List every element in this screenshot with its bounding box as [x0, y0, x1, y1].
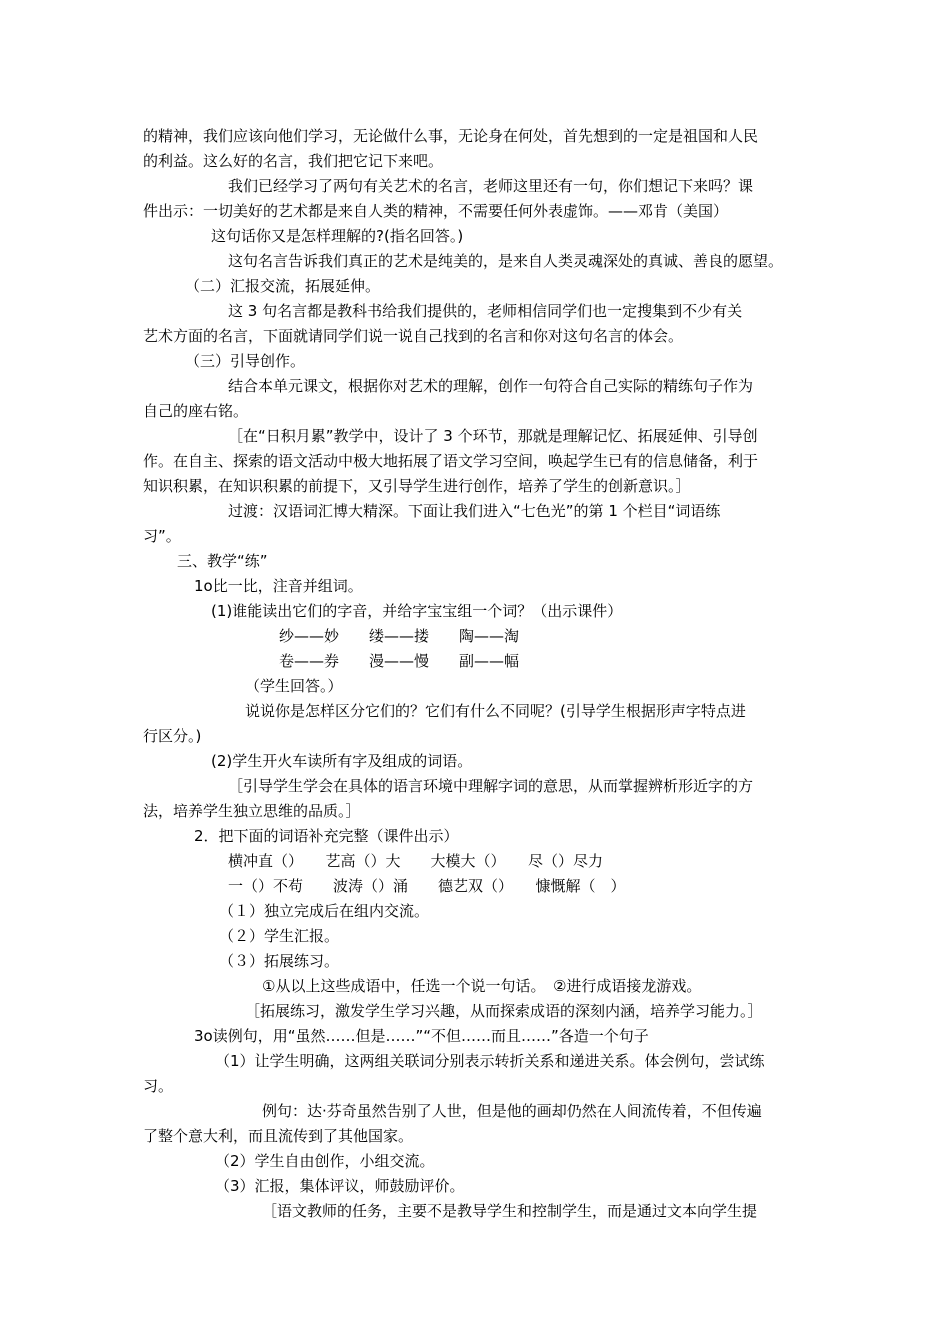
paragraph-line: 作。在自主、探索的语文活动中极大地拓展了语文学习空间，唤起学生已有的信息储备，利于	[143, 452, 759, 470]
section-heading: （三）引导创作。	[185, 352, 306, 370]
paragraph-line: ［引导学生学会在具体的语言环境中理解字词的意思，从而掌握辨析形近字的方	[228, 777, 754, 795]
paragraph-line: 行区分。)	[143, 727, 202, 745]
list-item: （３）拓展练习。	[219, 952, 340, 970]
paragraph-line: 这句名言告诉我们真正的艺术是纯美的，是来自人类灵魂深处的真诚、善良的愿望。	[228, 252, 784, 270]
list-item: (1)谁能读出它们的字音，并给字宝宝组一个词？（出示课件）	[211, 602, 623, 620]
list-item: （2）学生自由创作，小组交流。	[215, 1152, 435, 1170]
paragraph-line: 过渡：汉语词汇博大精深。下面让我们进入“七色光”的第 1 个栏目“词语练	[228, 502, 721, 520]
paragraph-line: （学生回答。）	[245, 677, 343, 695]
list-item: 3o读例句，用“虽然……但是……”“不但……而且……”各造一个句子	[194, 1027, 649, 1045]
list-item: （１）独立完成后在组内交流。	[219, 902, 430, 920]
list-item: 2．把下面的词语补充完整（课件出示）	[194, 827, 459, 845]
word-pairs-row: 卷——券 漫——慢 副——幅	[279, 652, 520, 670]
paragraph-line: 自己的座右铭。	[143, 402, 249, 420]
list-item: （1）让学生明确，这两组关联词分别表示转折关系和递进关系。体会例句，尝试练	[215, 1052, 765, 1070]
paragraph-line: 件出示：一切美好的艺术都是来自人类的精神，不需要任何外表虚饰。——邓肯（美国）	[143, 202, 729, 220]
idiom-row: 横冲直（） 艺高（）大 大模大（） 尽（）尽力	[228, 852, 604, 870]
list-item: （3）汇报，集体评议，师鼓励评价。	[215, 1177, 465, 1195]
section-heading: 三、教学“练”	[177, 552, 268, 570]
paragraph-line: 了整个意大利，而且流传到了其他国家。	[143, 1127, 414, 1145]
list-item: 1o比一比，注音并组词。	[194, 577, 363, 595]
paragraph-line: 这 3 句名言都是教科书给我们提供的，老师相信同学们也一定搜集到不少有关	[228, 302, 743, 320]
paragraph-line: 知识积累，在知识积累的前提下，又引导学生进行创作，培养了学生的创新意识。］	[143, 477, 691, 495]
paragraph-line: 的利益。这么好的名言，我们把它记下来吧。	[143, 152, 444, 170]
paragraph-line: ［在“日积月累”教学中，设计了 3 个环节，那就是理解记忆、拓展延伸、引导创	[228, 427, 758, 445]
paragraph-line: 的精神，我们应该向他们学习，无论做什么事，无论身在何处，首先想到的一定是祖国和人民	[143, 127, 759, 145]
paragraph-line: ［拓展练习，激发学生学习兴趣，从而探索成语的深刻内涵，培养学习能力。］	[245, 1002, 763, 1020]
word-pairs-row: 纱——妙 缕——搂 陶——淘	[279, 627, 520, 645]
paragraph-line: 说说你是怎样区分它们的？它们有什么不同呢？(引导学生根据形声字特点进	[245, 702, 746, 720]
paragraph-line: 结合本单元课文，根据你对艺术的理解，创作一句符合自己实际的精练句子作为	[228, 377, 754, 395]
paragraph-line: 法，培养学生独立思维的品质。］	[143, 802, 361, 820]
list-item: （２）学生汇报。	[219, 927, 340, 945]
paragraph-line: 习”。	[143, 527, 181, 545]
section-heading: （二）汇报交流，拓展延伸。	[185, 277, 381, 295]
paragraph-line: 艺术方面的名言，下面就请同学们说一说自己找到的名言和你对这句名言的体会。	[143, 327, 684, 345]
idiom-row: 一（）不苟 波涛（）涌 德艺双（） 慷慨解（ ）	[228, 877, 626, 895]
paragraph-line: ①从以上这些成语中，任选一个说一句话。 ②进行成语接龙游戏。	[262, 977, 702, 995]
paragraph-line: 习。	[143, 1077, 174, 1095]
paragraph-line: ［语文教师的任务，主要不是教导学生和控制学生，而是通过文本向学生提	[262, 1202, 758, 1220]
paragraph-line: 这句话你又是怎样理解的?(指名回答。)	[211, 227, 464, 245]
paragraph-line: 例句：达·芬奇虽然告别了人世，但是他的画却仍然在人间流传着，不但传遍	[262, 1102, 762, 1120]
list-item: (2)学生开火车读所有字及组成的词语。	[211, 752, 473, 770]
paragraph-line: 我们已经学习了两句有关艺术的名言，老师这里还有一句，你们想记下来吗？课	[228, 177, 754, 195]
